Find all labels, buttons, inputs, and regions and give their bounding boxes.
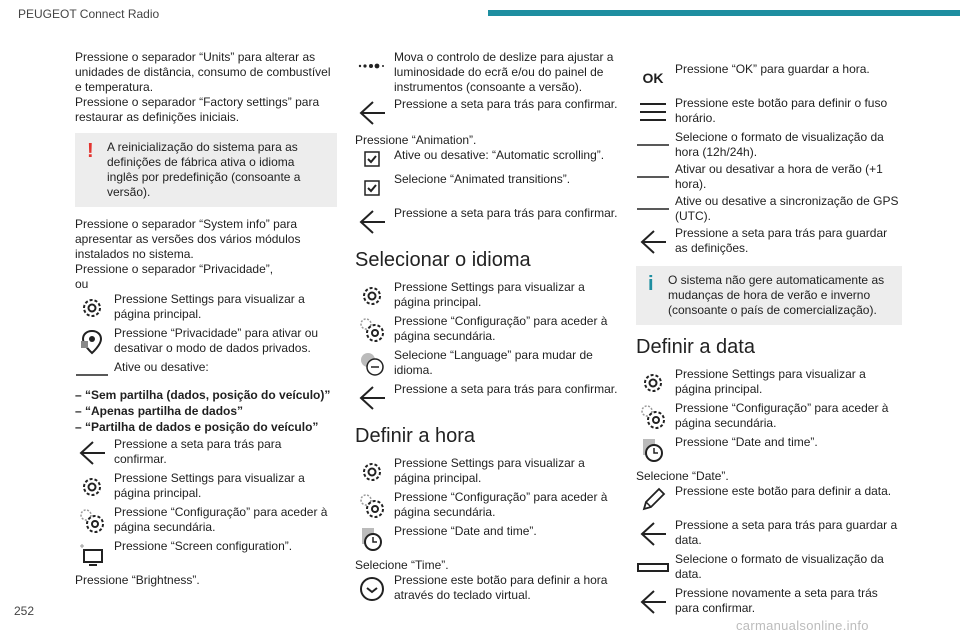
step-text: Selecione “Language” para mudar de idioma. xyxy=(394,348,593,377)
warning-text: A reinicialização do sistema para as definições de fábrica ativa o idioma inglês por predefinição (consoante a versão). xyxy=(107,140,301,199)
double-gear-icon xyxy=(636,401,670,433)
step-text: Pressione “Configuração” para aceder à página secundária. xyxy=(394,490,608,519)
paragraph: Pressione o separador “Privacidade”, xyxy=(75,262,274,276)
warning-icon: ! xyxy=(87,140,94,162)
ok-button-icon xyxy=(636,62,670,94)
step-text: Pressione Settings para visualizar a página principal. xyxy=(675,367,866,396)
privacy-pin-icon xyxy=(75,326,109,358)
step-text: Pressione Settings para visualizar a página principal. xyxy=(114,471,305,500)
step-text: Pressione “Screen configuration”. xyxy=(114,539,293,553)
step-text: Pressione “Configuração” para aceder à página secundária. xyxy=(394,314,608,343)
paragraph: Pressione “Brightness”. xyxy=(75,573,200,587)
ok-label: OK xyxy=(642,69,664,86)
step-text: Selecione o formato de visualização da hora (12h/24h). xyxy=(675,130,884,159)
paragraph: Pressione o separador “Units” para alterar as unidades de distância, consumo de combustível e temperatura. xyxy=(75,50,331,94)
toggle-icon xyxy=(636,194,670,216)
step-text: Pressione “Privacidade” para ativar ou desativar o modo de dados privados. xyxy=(114,326,319,355)
paragraph: Selecione “Time”. xyxy=(355,558,449,572)
gear-icon xyxy=(75,471,109,503)
step-text: Ative ou desative: xyxy=(114,360,209,374)
gear-icon xyxy=(355,280,389,312)
back-arrow-icon xyxy=(636,226,670,258)
step-text: Ative ou desative: “Automatic scrolling”. xyxy=(394,148,605,162)
list-item: – “Partilha de dados e posição do veículo” xyxy=(75,420,319,434)
double-gear-icon xyxy=(75,505,109,537)
column-3 xyxy=(636,62,902,620)
step-text: Pressione “Date and time”. xyxy=(675,435,818,449)
step-text: Pressione “Date and time”. xyxy=(394,524,537,538)
paragraph: Pressione o separador “System info” para apresentar as versões dos vários módulos instalados no sistema. xyxy=(75,217,301,261)
column-1 xyxy=(75,50,337,588)
date-time-icon xyxy=(355,524,389,556)
warning-note xyxy=(75,133,337,207)
step-text: Pressione “Configuração” para aceder à página secundária. xyxy=(114,505,328,534)
section-heading: Selecionar o idioma xyxy=(355,249,531,271)
step-text: Mova o controlo de deslize para ajustar a luminosidade do ecrã e/ou do painel de instrumentos (consoante a versão). xyxy=(394,50,614,94)
back-arrow-icon xyxy=(636,518,670,550)
step-text: Pressione a seta para trás para confirmar. xyxy=(394,382,618,396)
list-item: – “Apenas partilha de dados” xyxy=(75,404,244,418)
step-text: Pressione este botão para definir a data. xyxy=(675,484,892,498)
gear-icon xyxy=(636,367,670,399)
date-time-icon xyxy=(636,435,670,467)
running-header: PEUGEOT Connect Radio xyxy=(18,7,160,21)
slider-dots-icon xyxy=(355,50,389,82)
info-note xyxy=(636,266,902,325)
double-gear-icon xyxy=(355,314,389,346)
back-arrow-icon xyxy=(636,586,670,618)
paragraph: Pressione “Animation”. xyxy=(355,133,477,147)
page-number: 252 xyxy=(14,604,35,618)
double-gear-icon xyxy=(355,490,389,522)
step-text: Pressione “OK” para guardar a hora. xyxy=(675,62,870,76)
header-accent-bar xyxy=(488,10,960,16)
list-item: – “Sem partilha (dados, posição do veículo)” xyxy=(75,388,331,402)
step-text: Pressione Settings para visualizar a página principal. xyxy=(394,280,585,309)
back-arrow-icon xyxy=(75,437,109,469)
watermark: carmanualsonline.info xyxy=(736,618,869,633)
toggle-icon xyxy=(75,360,109,382)
step-text: Selecione o formato de visualização da data. xyxy=(675,552,884,581)
section-heading: Definir a hora xyxy=(355,425,476,447)
gear-icon xyxy=(355,456,389,488)
time-dial-icon xyxy=(355,573,389,605)
format-bar-icon xyxy=(636,552,670,584)
back-arrow-icon xyxy=(355,97,389,129)
step-text: Ative ou desative a sincronização de GPS (UTC). xyxy=(675,194,899,223)
step-text: Pressione a seta para trás para confirmar. xyxy=(394,97,618,111)
step-text: Selecione “Animated transitions”. xyxy=(394,172,571,186)
checkbox-icon xyxy=(355,148,389,170)
gear-icon xyxy=(75,292,109,324)
step-text: Pressione a seta para trás para guardar as definições. xyxy=(675,226,888,255)
step-text: Pressione a seta para trás para guardar a data. xyxy=(675,518,898,547)
language-icon xyxy=(355,348,389,380)
paragraph: Pressione o separador “Factory settings” para restaurar as definições iniciais. xyxy=(75,95,320,124)
option-list xyxy=(75,388,337,435)
checkbox-icon xyxy=(355,172,389,204)
section-heading: Definir a data xyxy=(636,336,755,358)
paragraph: Selecione “Date”. xyxy=(636,469,729,483)
step-text: Pressione a seta para trás para confirmar. xyxy=(394,206,618,220)
column-2 xyxy=(355,50,619,607)
back-arrow-icon xyxy=(355,382,389,414)
step-text: Pressione Settings para visualizar a página principal. xyxy=(394,456,585,485)
screen-config-icon xyxy=(75,539,109,571)
back-arrow-icon xyxy=(355,206,389,238)
toggle-icon xyxy=(636,162,670,184)
info-text: O sistema não gere automaticamente as mudanças de hora de verão e inverno (consoante o país de comercialização). xyxy=(668,273,885,317)
step-text: Pressione Settings para visualizar a página principal. xyxy=(114,292,305,321)
step-text: Pressione “Configuração” para aceder à página secundária. xyxy=(675,401,889,430)
info-icon: i xyxy=(648,273,654,295)
step-text: Pressione este botão para definir a hora através do teclado virtual. xyxy=(394,573,608,602)
toggle-icon xyxy=(636,130,670,152)
pencil-icon xyxy=(636,484,670,516)
paragraph: ou xyxy=(75,277,89,291)
step-text: Pressione este botão para definir o fuso horário. xyxy=(675,96,888,125)
step-text: Pressione novamente a seta para trás para confirmar. xyxy=(675,586,878,615)
step-text: Pressione a seta para trás para confirmar. xyxy=(114,437,282,466)
menu-lines-icon xyxy=(636,96,670,128)
step-text: Ativar ou desativar a hora de verão (+1 hora). xyxy=(675,162,883,191)
